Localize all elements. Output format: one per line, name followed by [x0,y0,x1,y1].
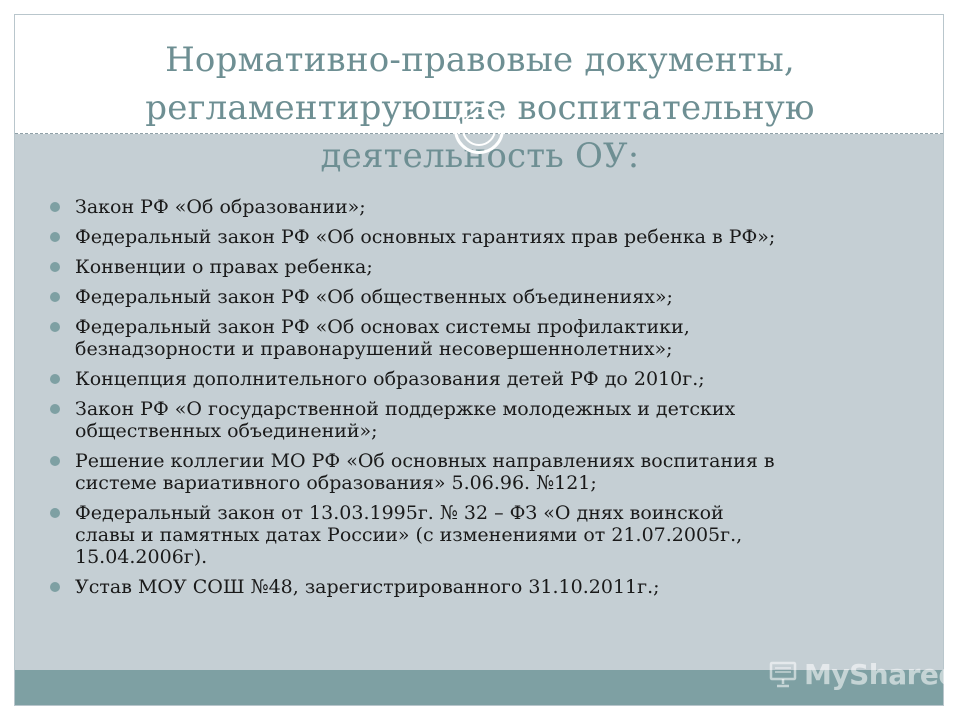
list-item-text: Федеральный закон РФ «Об общественных объединениях»; [75,286,673,308]
bullet-dot-icon [50,508,60,518]
decorative-ring-icon [454,104,504,154]
list-item-text: Конвенции о правах ребенка; [75,256,373,278]
watermark-logo [768,656,958,692]
bullet-dot-icon [50,232,60,242]
list-item [48,286,918,308]
list-item-text: Устав МОУ СОШ №48, зарегистрированного 31.10.2011г.; [75,576,660,598]
list-item-text: Концепция дополнительного образования детей РФ до 2010г.; [75,368,705,390]
bullet-dot-icon [50,582,60,592]
bullet-dot-icon [50,374,60,384]
bullet-dot-icon [50,404,60,414]
list-item [48,256,918,278]
list-item [48,502,918,568]
list-item [48,226,918,248]
list-item [48,368,918,390]
list-item [48,450,918,494]
slide-title: Нормативно-правовые документы, регламентирующие воспитательную деятельность ОУ: [145,40,815,176]
list-item-text: Закон РФ «О государственной поддержке молодежных и детских общественных объединений»; [75,398,736,442]
projector-screen-icon [768,659,798,689]
list-item-text: Федеральный закон РФ «Об основах системы профилактики, безнадзорности и правонарушений несовершеннолетних»; [75,316,690,360]
bullet-dot-icon [50,322,60,332]
bullet-dot-icon [50,262,60,272]
list-item [48,576,918,598]
list-item [48,196,918,218]
list-item-text: Закон РФ «Об образовании»; [75,196,366,218]
list-item-text: Решение коллегии МО РФ «Об основных направлениях воспитания в системе вариативного образования» 5.06.96. №121; [75,450,775,494]
list-item-text: Федеральный закон РФ «Об основных гарантиях прав ребенка в РФ»; [75,226,776,248]
list-item-text: Федеральный закон от 13.03.1995г. № 32 – ФЗ «О днях воинской славы и памятных датах России» (с изменениями от 21.07.2005г., 15.04.2006г). [75,502,743,568]
watermark-text: MyShared [804,657,958,691]
bullet-dot-icon [50,456,60,466]
list-item [48,398,918,442]
bullet-dot-icon [50,292,60,302]
bullet-dot-icon [50,202,60,212]
list-item [48,316,918,360]
document-list [48,196,918,606]
